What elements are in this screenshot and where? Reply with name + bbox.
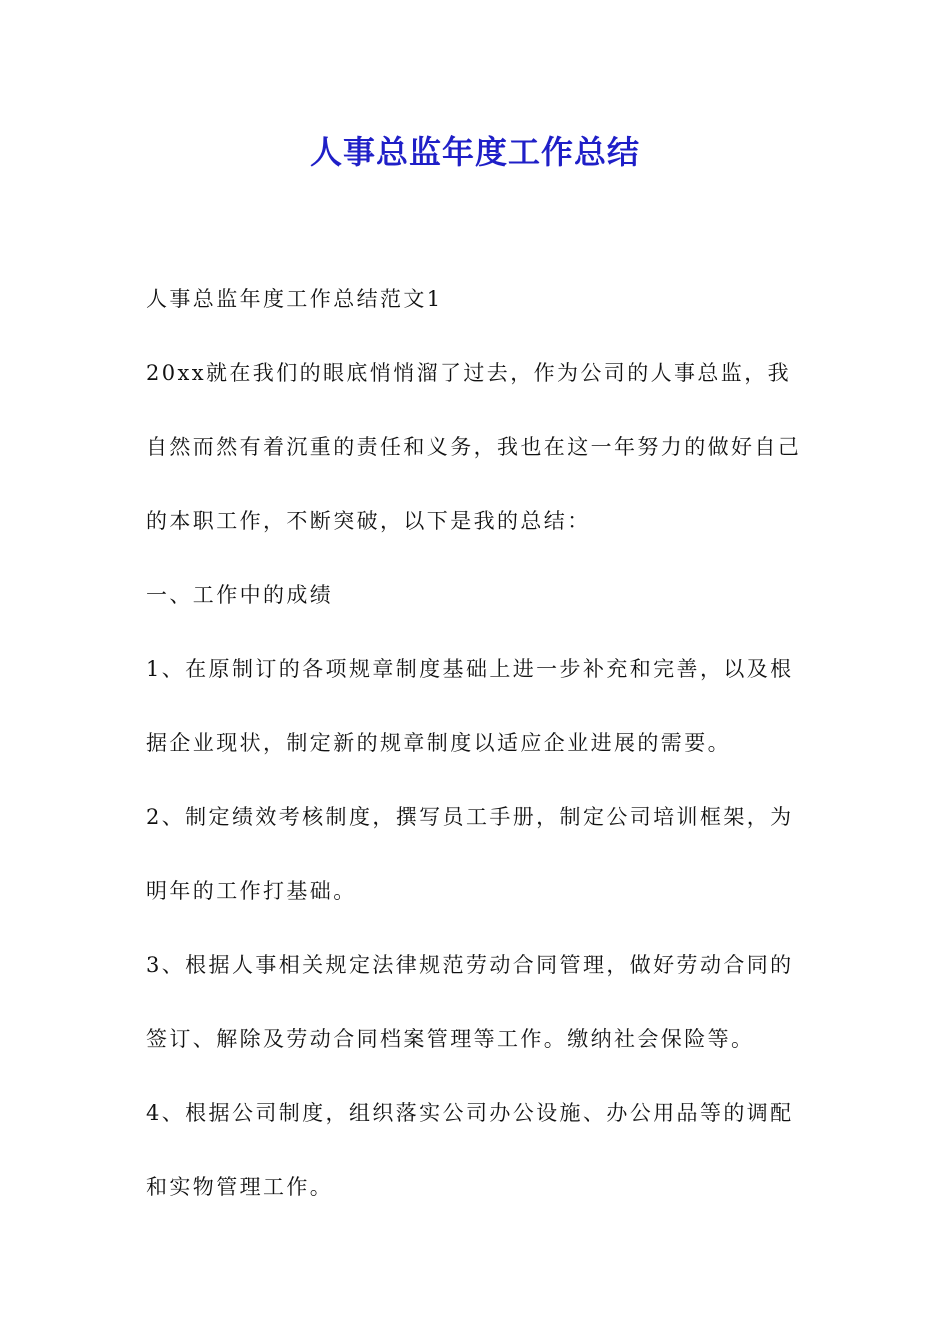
list-item-4: 4、根据公司制度，组织落实公司办公设施、办公用品等的调配和实物管理工作。 [146, 1101, 794, 1199]
section-heading: 一、工作中的成绩 [146, 583, 334, 607]
intro-paragraph: 20xx就在我们的眼底悄悄溜了过去，作为公司的人事总监，我自然而然有着沉重的责任和义务，我也在这一年努力的做好自己的本职工作，不断突破，以下是我的总结： [146, 361, 802, 533]
list-item-2: 2、制定绩效考核制度，撰写员工手册，制定公司培训框架，为明年的工作打基础。 [146, 805, 794, 903]
list-item-3: 3、根据人事相关规定法律规范劳动合同管理，做好劳动合同的签订、解除及劳动合同档案管理等工作。缴纳社会保险等。 [146, 953, 794, 1051]
document-title: 人事总监年度工作总结 [309, 133, 640, 171]
list-item-1: 1、在原制订的各项规章制度基础上进一步补充和完善，以及根据企业现状，制定新的规章制度以适应企业进展的需要。 [146, 657, 794, 755]
document-body [146, 262, 812, 1224]
subtitle-paragraph: 人事总监年度工作总结范文1 [146, 287, 443, 311]
